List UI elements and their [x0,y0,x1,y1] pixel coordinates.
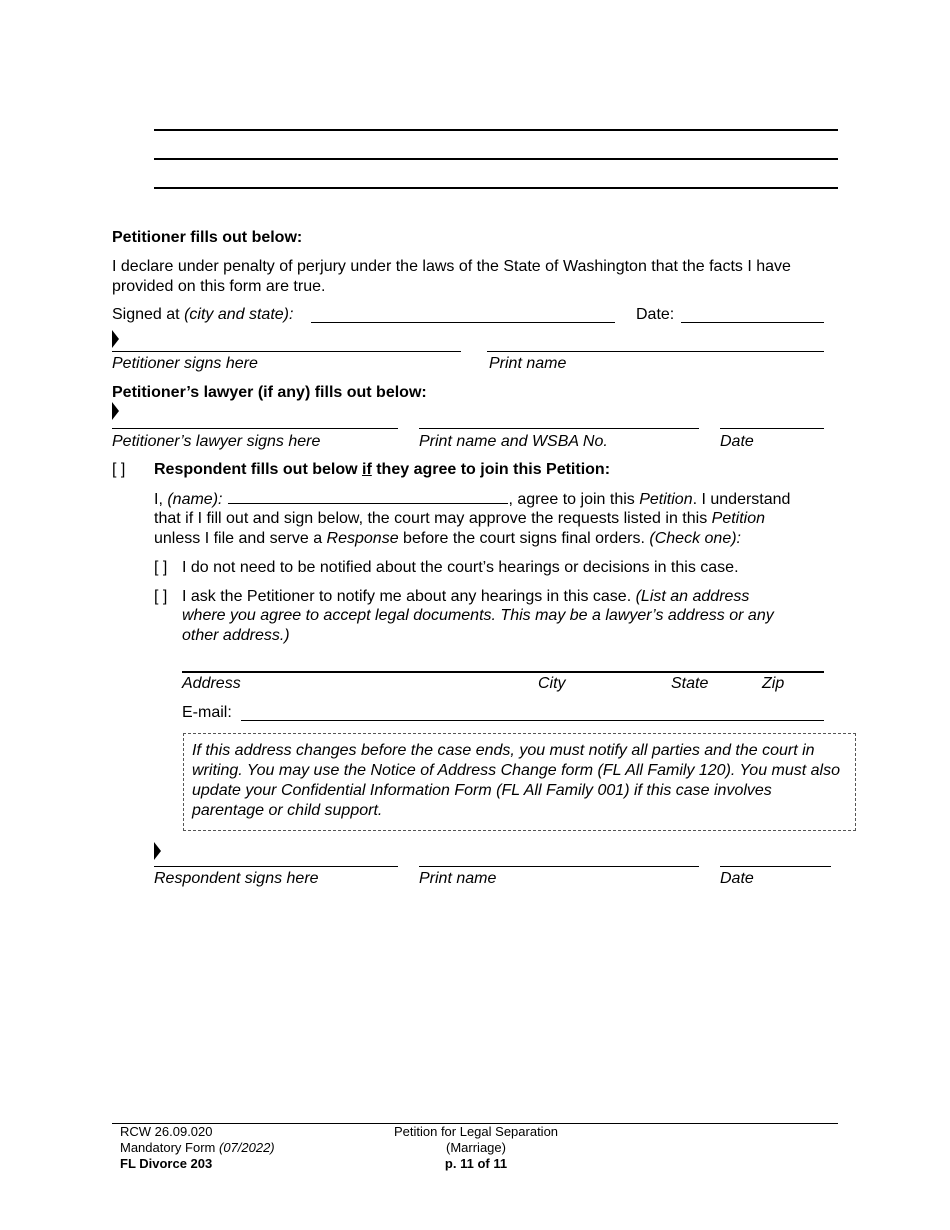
footer-page: p. 11 of 11 [444,1156,508,1171]
option2-text: I ask the Petitioner to notify me about any hearings in this case. [182,588,636,605]
lawyer-print-name-field[interactable] [419,428,699,429]
option2-checkbox[interactable]: [ ] [154,588,168,605]
name-field-space[interactable] [228,489,508,504]
email-label: E-mail: [182,704,232,721]
petitioner-declaration: I declare under penalty of perjury under the laws of the State of Washington that the facts I have provided on this form are true. [112,258,791,295]
petitioner-signs-here-label: Petitioner signs here [112,355,258,372]
option2-hint-3: other address.) [182,627,290,644]
blank-line-2[interactable] [154,158,838,160]
footer-title-1: Petition for Legal Separation [393,1124,559,1139]
petitioner-signature-field[interactable] [112,351,461,352]
lawyer-heading: Petitioner’s lawyer (if any) fills out below: [112,384,427,401]
mandatory-form-text: Mandatory Form [120,1140,219,1155]
state-label: State [671,675,709,692]
footer-rcw: RCW 26.09.020 [120,1124,213,1139]
respondent-print-name-label: Print name [419,870,497,887]
petitioner-print-name-field[interactable] [487,351,824,352]
respondent-heading-pre: Respondent fills out below [154,461,362,478]
footer-form-id: FL Divorce 203 [120,1156,213,1171]
respondent-signature-field[interactable] [154,866,398,867]
date-label: Date: [636,306,675,323]
signed-at-hint: (city and state): [184,306,294,323]
line3-post: before the court signs final orders. [398,530,650,547]
line3-text: unless I file and serve a [154,530,327,547]
petitioner-heading: Petitioner fills out below: [112,229,303,246]
respondent-heading-if: if [362,461,372,478]
petitioner-date-field[interactable] [681,322,824,323]
check-one: (Check one): [649,530,741,547]
lawyer-date-field[interactable] [720,428,824,429]
option2-hint-1: (List an address [635,588,750,605]
signed-at-label [112,305,293,325]
name-hint: (name): [167,491,223,508]
lawyer-signs-here-label: Petitioner’s lawyer signs here [112,433,321,450]
option1-text: I do not need to be notified about the court’s hearings or decisions in this case. [182,559,739,576]
address-field[interactable] [182,671,824,673]
understand-text: . I understand [692,491,791,508]
option2-hint-2: where you agree to accept legal documents. This may be a lawyer’s address or any [182,607,774,624]
option1-checkbox[interactable]: [ ] [154,559,168,576]
respondent-print-name-field[interactable] [419,866,699,867]
respondent-date-field[interactable] [720,866,831,867]
city-state-field[interactable] [311,322,615,323]
lawyer-signature-arrow-icon [112,402,119,420]
lawyer-date-label: Date [720,433,754,450]
respondent-signature-arrow-icon [154,842,161,860]
petition-word: Petition [639,491,693,508]
form-date: (07/2022) [218,1140,275,1155]
lawyer-print-name-label: Print name and WSBA No. [419,433,608,450]
respondent-heading [154,460,610,480]
response-word: Response [326,530,399,547]
option2-line-1 [182,587,749,607]
address-label: Address [182,675,241,692]
notice-text: If this address changes before the case ends, you must notify all parties and the court in writing. You may use the Notice of Address Change form (FL All Family 120). You must also update your Confidential Information Form (FL All Family 001) if this case involves parentage or child support. [192,742,841,819]
respondent-heading-post: they agree to join this Petition: [371,461,611,478]
respondent-name-line [154,489,790,510]
blank-line-3[interactable] [154,187,838,189]
line2-text: that if I fill out and sign below, the court may approve the requests listed in this [154,510,712,527]
respondent-checkbox[interactable]: [ ] [112,461,126,478]
respondent-date-label: Date [720,870,754,887]
footer-title-2: (Marriage) [446,1140,506,1155]
city-label: City [538,675,566,692]
respondent-signs-here-label: Respondent signs here [154,870,319,887]
zip-label: Zip [762,675,785,692]
agree-text: , agree to join this [508,491,640,508]
i-label: I, [154,491,168,508]
signature-arrow-icon [112,330,119,348]
email-field[interactable] [241,720,824,721]
petition-word-2: Petition [711,510,766,527]
lawyer-signature-field[interactable] [112,428,398,429]
blank-line-1[interactable] [154,129,838,131]
petitioner-print-name-label: Print name [489,355,567,372]
respondent-line-2 [154,509,765,529]
footer-mandatory-form [120,1140,275,1156]
signed-at-text: Signed at [112,306,180,323]
respondent-line-3 [154,529,741,549]
